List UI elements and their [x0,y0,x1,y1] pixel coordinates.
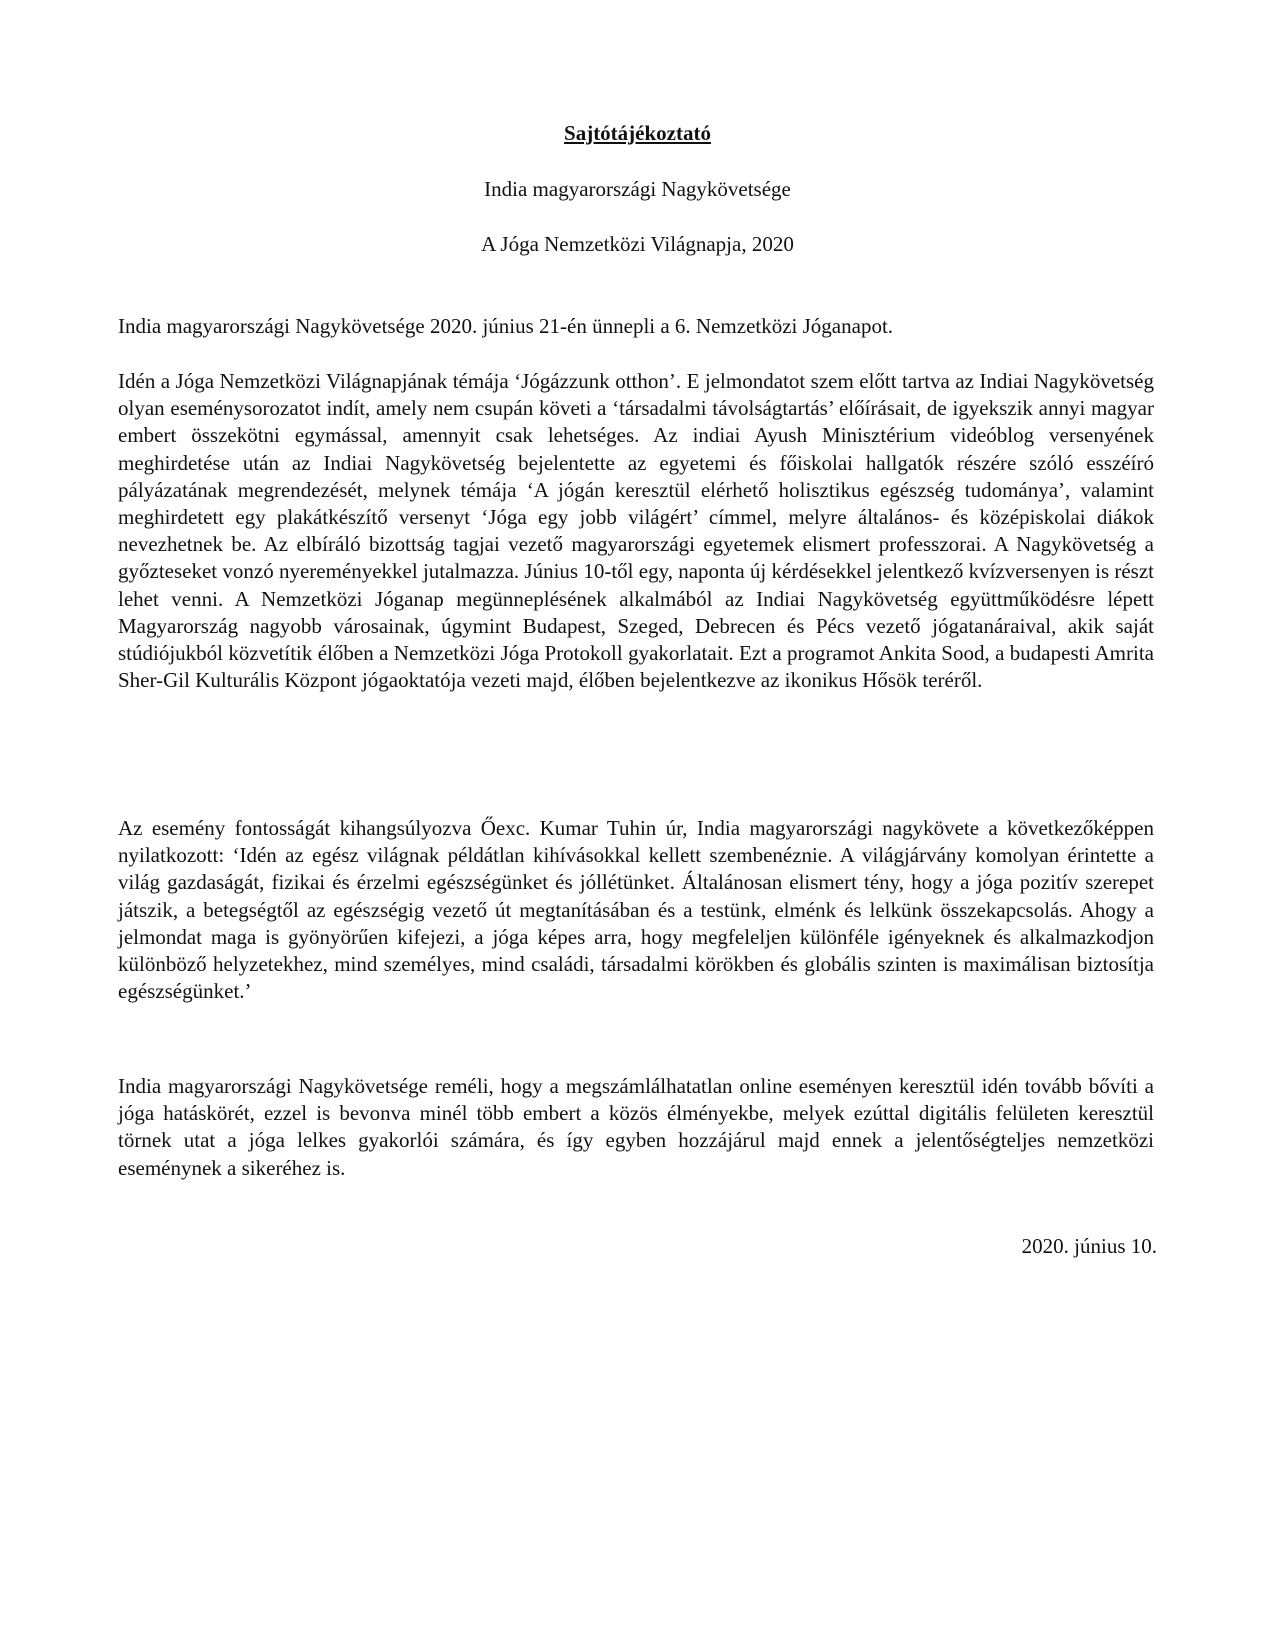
quote-paragraph: Az esemény fontosságát kihangsúlyozva Őexc. Kumar Tuhin úr, India magyarországi nagykövete a következőképpen nyilatkozott: ‘Idén az egész világnak példátlan kihívásokkal kellett szembenéznie. A világjárvány komolyan érintette a világ gazdaságát, fizikai és érzelmi egészségünket és jóllétünket. Általánosan elismert tény, hogy a jóga pozitív szerepet játszik, a betegségtől az egészségig vezető út megtanításában és a testünk, elménk és lelkünk összekapcsolás. Ahogy a jelmondat maga is gyönyörűen kifejezi, a jóga képes arra, hogy megfeleljen különféle igényeknek és alkalmazkodjon különböző helyzetekhez, mind személyes, mind családi, társadalmi körökben és globális szinten is maximálisan biztosítja egészségünket.’ [118,816,1154,1004]
closing-paragraph: India magyarországi Nagykövetsége reméli, hogy a megszámlálhatatlan online eseményen keresztül idén tovább bővíti a jóga hatáskörét, ezzel is bevonva minél több embert a közös élményekbe, melyek ezúttal digitális felületen keresztül törnek utat a jóga lelkes gyakorlói számára, és így egyben hozzájárul majd ennek a jelentőségteljes nemzetközi eseménynek a sikeréhez is. [118,1074,1154,1180]
intro-paragraph: India magyarországi Nagykövetsége 2020. június 21-én ünnepli a 6. Nemzetközi Jóganapot. [118,314,894,338]
document-title: Sajtótájékoztató [564,121,711,145]
event-title: A Jóga Nemzetközi Világnapja, 2020 [481,232,794,256]
document-date: 2020. június 10. [1021,1234,1157,1258]
main-paragraph: Idén a Jóga Nemzetközi Világnapjának témája ‘Jógázzunk otthon’. E jelmondatot szem előtt tartva az Indiai Nagykövetség olyan eseménysorozatot indít, amely nem csupán követi a ‘társadalmi távolságtartás’ előírásait, de igyekszik annyi magyar embert összekötni egymással, amennyit csak lehetséges. Az indiai Ayush Minisztérium videóblog versenyének meghirdetése után az Indiai Nagykövetség bejelentette az egyetemi és főiskolai hallgatók részére szóló esszéíró pályázatának megrendezését, melynek témája ‘A jógán keresztül elérhető holisztikus egészség tudománya’, valamint meghirdetett egy plakátkészítő versenyt ‘Jóga egy jobb világért’ címmel, melyre általános- és középiskolai diákok nevezhetnek be. Az elbíráló bizottság tagjai vezető magyarországi egyetemek elismert professzorai. A Nagykövetség a győzteseket vonzó nyereményekkel jutalmazza. Június 10-től egy, naponta új kérdésekkel jelentkező kvízversenyen is részt lehet venni. A Nemzetközi Jóganap megünneplésének alkalmából az Indiai Nagykövetség együttműködésre lépett Magyarország nagyobb városainak, úgymint Budapest, Szeged, Debrecen és Pécs vezető jógatanáraival, akik saját stúdiójukból közvetítik élőben a Nemzetközi Jóga Protokoll gyakorlatait. Ezt a programot Ankita Sood, a budapesti Amrita Sher-Gil Kulturális Központ jógaoktatója vezeti majd, élőben bejelentkezve az ikonikus Hősök teréről. [118,369,1155,693]
organization-line: India magyarországi Nagykövetsége [484,177,791,201]
